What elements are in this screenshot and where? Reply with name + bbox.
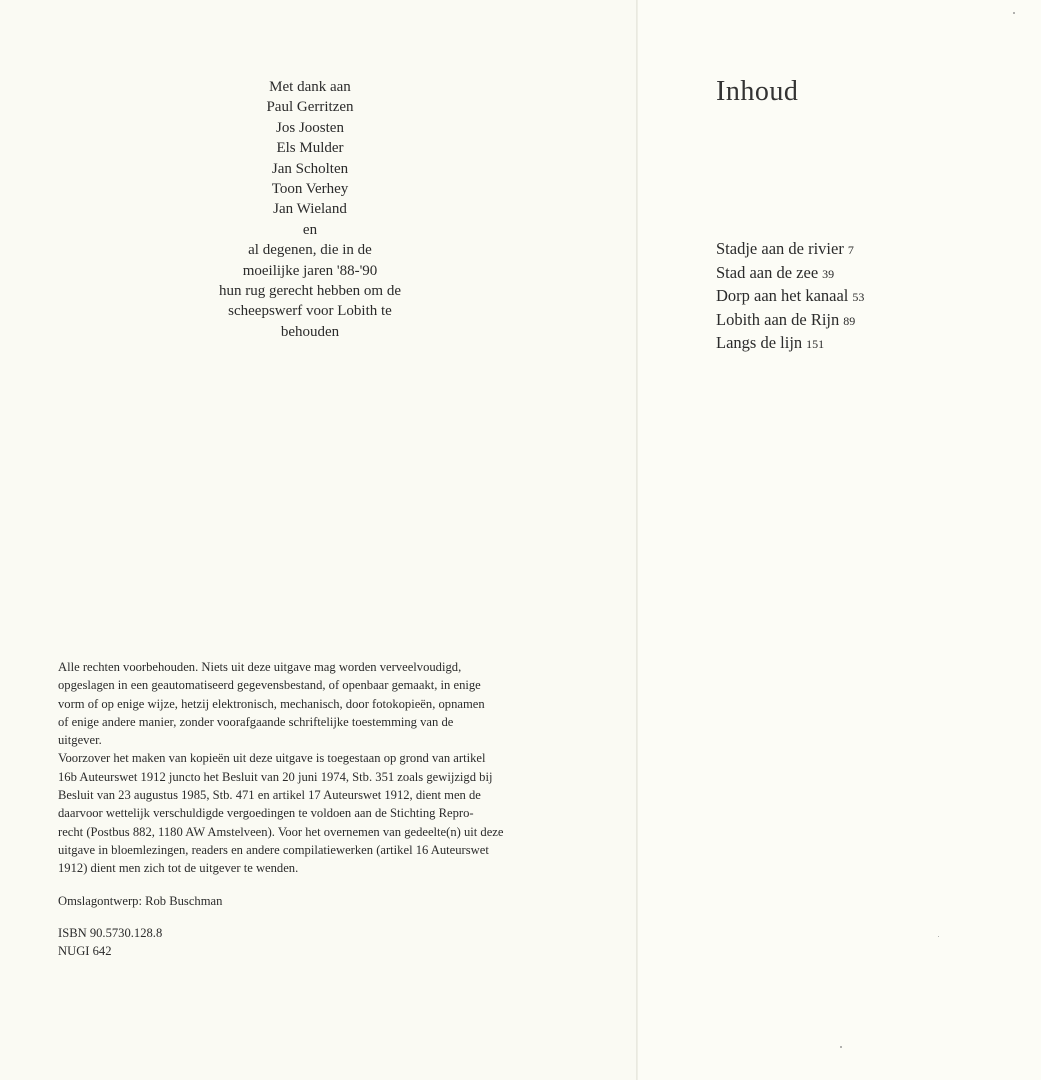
- toc-page-number: 39: [822, 266, 835, 281]
- copyright-line: vorm of op enige wijze, hetzij elektronisch, mechanisch, door fotokopieën, opnamen: [58, 696, 485, 711]
- copyright-line: Besluit van 23 augustus 1985, Stb. 471 en artikel 17 Auteurswet 1912, dient men de: [58, 788, 481, 803]
- toc-page-number: 7: [847, 243, 854, 257]
- copyright-notice: [58, 658, 578, 878]
- isbn: ISBN 90.5730.128.8: [58, 925, 163, 940]
- toc-page-number: 151: [806, 337, 825, 352]
- cover-design-credit: Omslagontwerp: Rob Buschman: [58, 893, 223, 908]
- dedication-line: behouden: [280, 323, 340, 340]
- colophon: [58, 658, 578, 960]
- paper-speck: [840, 1046, 842, 1048]
- dedication-line: moeilijke jaren '88-'90: [242, 262, 378, 279]
- dedication-line: en: [302, 221, 318, 238]
- toc-page-number: 89: [843, 313, 856, 328]
- dedication-line: Jan Wieland: [273, 201, 347, 218]
- copyright-line: uitgave in bloemlezingen, readers en andere compilatiewerken (artikel 16 Auteurswet: [58, 842, 489, 857]
- toc-page-number: 53: [852, 290, 865, 305]
- dedication: [200, 77, 420, 342]
- nugi: NUGI 642: [58, 944, 112, 959]
- right-page: [638, 0, 1041, 1080]
- dedication-line: Jan Scholten: [271, 160, 349, 177]
- toc-entry: [716, 332, 864, 356]
- copyright-line: of enige andere manier, zonder voorafgaande schriftelijke toestemming van de: [58, 714, 454, 729]
- toc-chapter: Stad aan de zee: [716, 262, 819, 282]
- paper-speck: [938, 936, 939, 937]
- copyright-line: daarvoor wettelijk verschuldigde vergoedingen te voldoen aan de Stichting Repro-: [58, 806, 474, 821]
- dedication-line: Met dank aan: [269, 79, 351, 95]
- toc-entry: [716, 262, 864, 286]
- copyright-line: Alle rechten voorbehouden. Niets uit deze uitgave mag worden verveelvoudigd,: [58, 660, 462, 674]
- toc-chapter: Lobith aan de Rijn: [716, 309, 840, 329]
- dedication-line: al degenen, die in de: [248, 242, 372, 259]
- dedication-line: Els Mulder: [276, 140, 344, 157]
- copyright-line: 1912) dient men zich tot de uitgever te wenden.: [58, 861, 299, 876]
- copyright-line: Voorzover het maken van kopieën uit deze uitgave is toegestaan op grond van artikel: [58, 751, 486, 766]
- contents-title: Inhoud: [716, 76, 799, 107]
- toc-chapter: Dorp aan het kanaal: [716, 286, 849, 306]
- toc-entry: [716, 309, 864, 333]
- dedication-line: Jos Joosten: [276, 119, 344, 136]
- dedication-line: hun rug gerecht hebben om de: [218, 283, 402, 300]
- toc-chapter: Langs de lijn: [716, 333, 803, 353]
- table-of-contents: [716, 238, 864, 356]
- dedication-line: Toon Verhey: [271, 181, 349, 198]
- toc-entry: [716, 285, 864, 309]
- dedication-line: scheepswerf voor Lobith te: [228, 303, 392, 320]
- copyright-line: 16b Auteurswet 1912 juncto het Besluit van 20 juni 1974, Stb. 351 zoals gewijzigd bij: [58, 769, 493, 784]
- copyright-line: recht (Postbus 882, 1180 AW Amstelveen). Voor het overnemen van gedeelte(n) uit deze: [58, 824, 504, 839]
- dedication-line: Paul Gerritzen: [266, 99, 354, 116]
- copyright-line: opgeslagen in een geautomatiseerd gegevensbestand, of openbaar gemaakt, in enige: [58, 678, 481, 693]
- paper-speck: [1013, 12, 1015, 14]
- toc-chapter: Stadje aan de rivier: [716, 239, 844, 258]
- toc-entry: [716, 238, 864, 262]
- copyright-line: uitgever.: [58, 733, 102, 748]
